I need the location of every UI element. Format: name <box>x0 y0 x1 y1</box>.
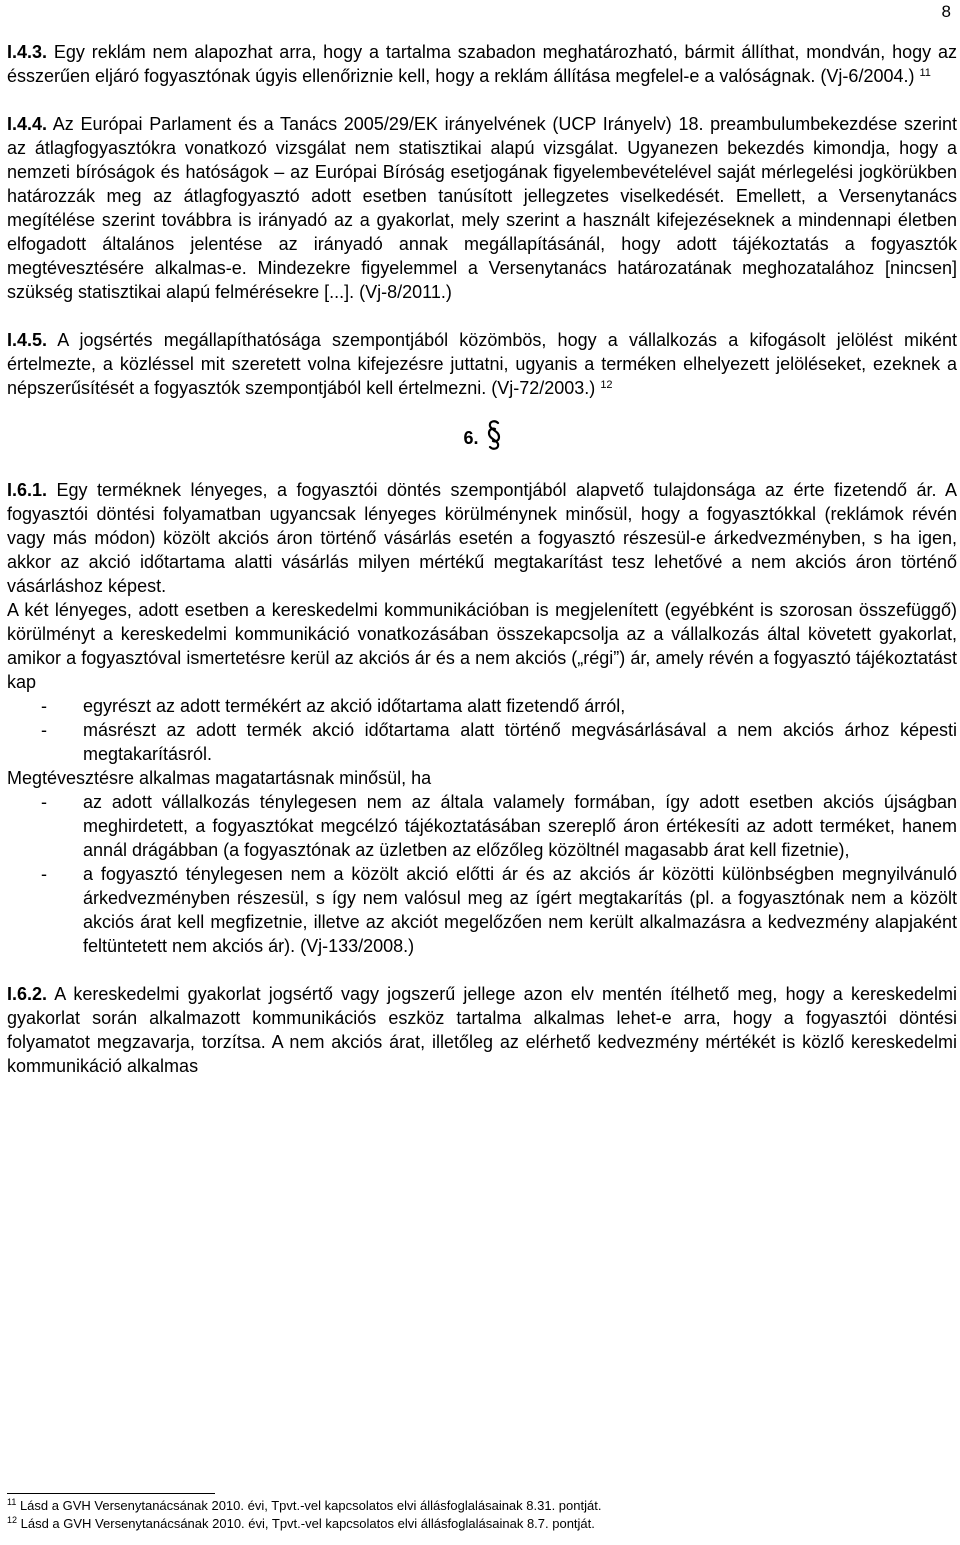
list-item: - egyrészt az adott termékért az akció időtartama alatt fizetendő árról, <box>7 694 957 718</box>
paragraph-number: I.4.4. <box>7 114 48 134</box>
footnote-text: Lásd a GVH Versenytanácsának 2010. évi, Tpvt.-vel kapcsolatos elvi állásfoglalásainak 8.31. pontját. <box>16 1498 602 1513</box>
footnote-ref[interactable]: 11 <box>919 67 931 79</box>
paragraph-number: I.4.5. <box>7 330 48 350</box>
footnote-number: 12 <box>7 1515 18 1525</box>
paragraph-number: I.6.1. <box>7 480 48 500</box>
page-number: 8 <box>941 2 951 21</box>
footnote-number: 11 <box>7 1497 17 1507</box>
list-item: - az adott vállalkozás ténylegesen nem az általa valamely formában, így adott esetben akciós újságban meghirdetett, a fogyasztókat megcélzó tájékoztatásában szereplő áron értékesíti az adott terméket, hanem annál drágábban (a fogyasztónak az üzletben az előzőleg közöltnél magasabb árat kell fizetnie), <box>7 790 957 862</box>
footnote-separator <box>7 1493 215 1494</box>
footnotes <box>7 1497 957 1533</box>
paragraph-number: I.4.3. <box>7 42 48 62</box>
footnote <box>7 1497 957 1515</box>
list-item: - másrészt az adott termék akció időtartama alatt történő megvásárlásával a nem akciós árhoz képesti megtakarításról. <box>7 718 957 766</box>
paragraph-continued: Megtévesztésre alkalmas magatartásnak minősül, ha <box>7 768 432 788</box>
section-heading <box>7 420 957 454</box>
paragraph-text: Egy reklám nem alapozhat arra, hogy a tartalma szabadon meghatározható, bármit állíthat, mondván, hogy az ésszerűen eljáró fogyasztónak úgyis ellenőriznie kell, hogy a reklám állítása megfelel-e a valóságnak. (Vj-6/2004.) <box>7 42 957 86</box>
paragraph-number: I.6.2. <box>7 984 48 1004</box>
paragraph-continued: A két lényeges, adott esetben a kereskedelmi kommunikációban is megjelenített (egyébként is szorosan összefüggő) körülményt a kereskedelmi kommunikáció vonatkozásában összekapcsolja az a vállalkozás által követett gyakorlat, amikor a fogyasztóval ismertetésre kerül az akciós ár és a nem akciós („régi”) ár, amely révén a fogyasztó tájékoztatást kap <box>7 600 957 692</box>
paragraph-text: Az Európai Parlament és a Tanács 2005/29/EK irányelvének (UCP Irányelv) 18. preambulumbekezdése szerint az átlagfogyasztókra vonatkozó vizsgálat nem statisztikai alapú vizsgálat. Ugyanezen bekezdés kimondja, hogy a nemzeti bíróságok és hatóságok – az Európai Bíróság esetjogának figyelembevételével saját mérlegelési jogkörükben határozzák meg az átlagfogyasztó adott esetben tanúsított jellegzetes viselkedését. Emellett, a Versenytanács megítélése szerint továbbra is irányadó az a gyakorlat, mely szerint a használt kifejezéseknek a mindennapi életben elfogadott általános jelentése az irányadó annak megállapításánál, hogy adott tájékoztatás a fogyasztók megtévesztésére alkalmas-e. Mindezekre figyelemmel a Versenytanács határozatának meghozatalához [nincsen] szükség statisztikai alapú felmérésekre [...]. (Vj-8/2011.) <box>7 114 957 302</box>
footnote <box>7 1515 957 1533</box>
dash-list-1 <box>7 694 957 766</box>
section-number: 6. <box>463 428 479 448</box>
footnote-ref[interactable]: 12 <box>600 379 613 391</box>
page-body <box>7 40 957 1078</box>
paragraph-i-6-1 <box>7 478 957 598</box>
paragraph-text: A jogsértés megállapíthatósága szempontjából közömbös, hogy a vállalkozás a kifogásolt jelölést miként értelmezte, a közléssel mit szeretett volna kifejezésre juttatni, ugyanis a terméken elhelyezett jelöléseket, ezeknek a népszerűsítését a fogyasztók szempontjából kell értelmezni. (Vj-72/2003.) <box>7 330 957 398</box>
paragraph-i-4-4 <box>7 112 957 304</box>
paragraph-i-4-3 <box>7 40 957 88</box>
paragraph-text: A kereskedelmi gyakorlat jogsértő vagy jogszerű jellege azon elv mentén ítélhető meg, hogy a kereskedelmi gyakorlat során alkalmazott kommunikációs eszköz tartalma alkalmas lehet-e arra, hogy a fogyasztói döntési folyamatot megzavarja, torzítsa. A nem akciós árat, illetőleg az elérhető kedvezmény mértékét is közlő kereskedelmi kommunikáció alkalmas <box>7 984 957 1076</box>
section-sign-icon <box>487 420 501 450</box>
paragraph-text: Egy terméknek lényeges, a fogyasztói döntés szempontjából alapvető tulajdonsága az érte fizetendő ár. A fogyasztói döntési folyamatban ugyancsak lényeges körülménynek minősül, hogy a fogyasztókkal (reklámok révén vagy más módon) közölt akciós áron történő vásárlás esetén a fogyasztó részesül-e árkedvezményben, s ha igen, akkor az akció időtartama alatti vásárlás milyen mértékű megtakarítást tesz lehetővé a nem akciós áron történő vásárláshoz képest. <box>7 480 957 596</box>
paragraph-i-4-5 <box>7 328 957 400</box>
paragraph-i-6-2 <box>7 982 957 1078</box>
footnote-text: Lásd a GVH Versenytanácsának 2010. évi, Tpvt.-vel kapcsolatos elvi állásfoglalásainak 8.7. pontját. <box>17 1516 595 1531</box>
list-item: - a fogyasztó ténylegesen nem a közölt akció előtti ár és az akciós ár közötti különbségben megnyilvánuló árkedvezményben részesül, s így nem valósul meg az ígért megtakarítás (pl. a fogyasztónak nem a közölt akciós árat kell megfizetnie, illetve az akciót megelőzően nem került alkalmazásra a kedvezmény alapjaként feltüntetett nem akciós ár). (Vj-133/2008.) <box>7 862 957 958</box>
dash-list-2 <box>7 790 957 958</box>
